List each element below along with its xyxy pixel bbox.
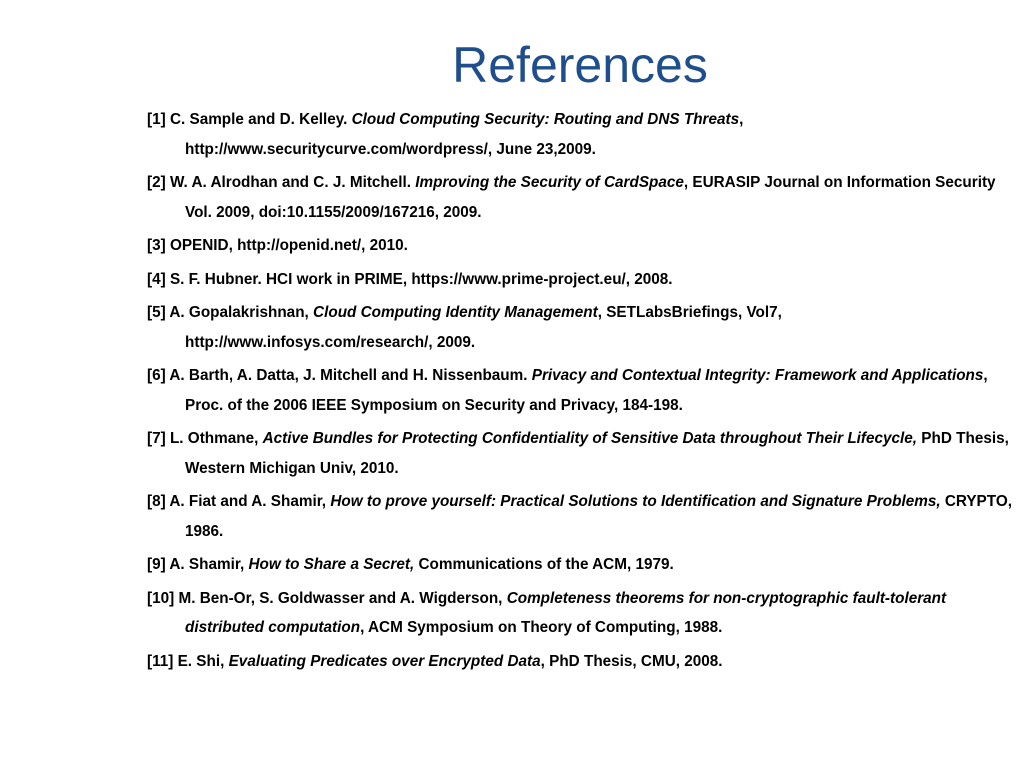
reference-title: Improving the Security of CardSpace xyxy=(415,174,684,191)
reference-text: [8] A. Fiat and A. Shamir, xyxy=(147,493,331,510)
reference-text: [3] OPENID, http://openid.net/, 2010. xyxy=(147,237,408,254)
reference-source: CRYPTO, 1986. xyxy=(185,493,1012,540)
reference-item xyxy=(147,647,1017,677)
reference-source: , EURASIP Journal on Information Security Vol. 2009, doi:10.1155/2009/167216, 2009. xyxy=(185,174,996,221)
reference-item xyxy=(147,168,1017,227)
reference-item xyxy=(147,265,1017,295)
reference-text: [7] L. Othmane, xyxy=(147,430,263,447)
reference-item xyxy=(147,487,1017,546)
reference-title: Completeness theorems for non-cryptographic fault-tolerant distributed computation xyxy=(185,589,947,636)
reference-item xyxy=(147,361,1017,420)
reference-title: Cloud Computing Security: Routing and DNS Threats xyxy=(351,111,740,128)
reference-list xyxy=(147,105,1017,680)
reference-item xyxy=(147,231,1017,261)
reference-source: , http://www.securitycurve.com/wordpress/, June 23,2009. xyxy=(185,111,744,158)
reference-item xyxy=(147,298,1017,357)
reference-item xyxy=(147,105,1017,164)
reference-title: Active Bundles for Protecting Confidentiality of Sensitive Data throughout Their Lifecycle, xyxy=(262,430,918,447)
reference-title: Cloud Computing Identity Management xyxy=(313,304,598,321)
reference-text: [6] A. Barth, A. Datta, J. Mitchell and H. Nissenbaum. xyxy=(147,367,532,384)
reference-source: , ACM Symposium on Theory of Computing, 1988. xyxy=(360,619,723,636)
reference-title: Evaluating Predicates over Encrypted Data xyxy=(228,652,541,670)
reference-source: , SETLabsBriefings, Vol7, http://www.infosys.com/research/, 2009. xyxy=(185,304,782,351)
reference-item xyxy=(147,424,1017,483)
reference-text: [4] S. F. Hubner. HCI work in PRIME, https://www.prime-project.eu/, 2008. xyxy=(147,270,673,288)
reference-title: How to prove yourself: Practical Solutions to Identification and Signature Problems, xyxy=(330,493,941,510)
page-title: References xyxy=(452,37,708,93)
reference-title: Privacy and Contextual Integrity: Framework and Applications xyxy=(531,367,984,384)
reference-text: [2] W. A. Alrodhan and C. J. Mitchell. xyxy=(147,174,416,191)
reference-source: , Proc. of the 2006 IEEE Symposium on Security and Privacy, 184-198. xyxy=(185,367,988,414)
reference-item xyxy=(147,550,1017,580)
reference-title: How to Share a Secret, xyxy=(248,556,415,573)
reference-text: [1] C. Sample and D. Kelley. xyxy=(147,111,352,128)
reference-text: [10] M. Ben-Or, S. Goldwasser and A. Wigderson, xyxy=(147,589,507,607)
reference-source: PhD Thesis, Western Michigan Univ, 2010. xyxy=(185,430,1009,477)
reference-source: , PhD Thesis, CMU, 2008. xyxy=(540,652,723,670)
reference-source: Communications of the ACM, 1979. xyxy=(414,556,674,573)
reference-text: [9] A. Shamir, xyxy=(147,556,249,573)
reference-item xyxy=(147,584,1017,643)
reference-text: [11] E. Shi, xyxy=(147,652,229,670)
reference-text: [5] A. Gopalakrishnan, xyxy=(147,304,314,321)
